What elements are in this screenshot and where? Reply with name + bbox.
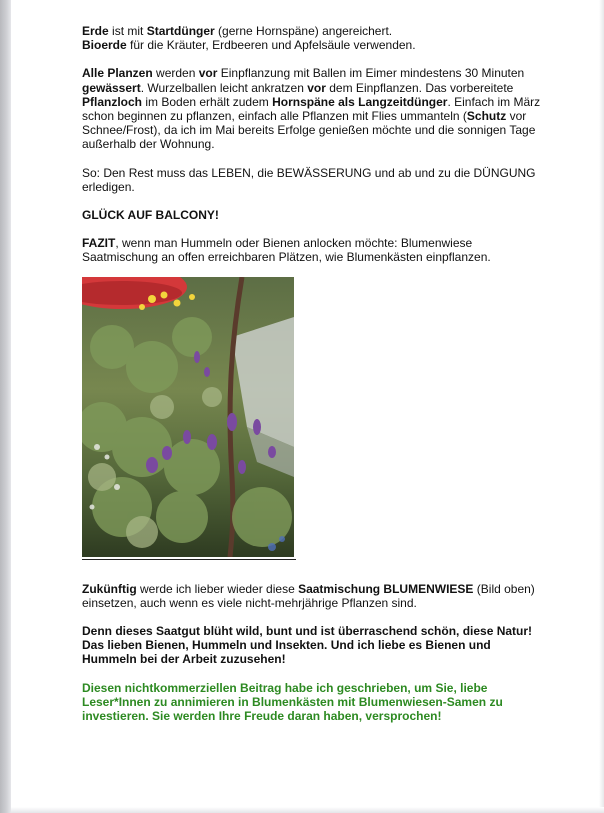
bold-text: Alle Planzen (82, 66, 153, 81)
bold-text: Pflanzloch (82, 94, 143, 109)
text-run: werde ich lieber wieder diese (136, 581, 299, 596)
bold-text: Startdünger (146, 24, 215, 38)
paragraph-saatgut (82, 624, 542, 667)
bold-text: GLÜCK AUF BALCONY! (82, 208, 219, 223)
paragraph-glueck-auf (82, 208, 542, 222)
window-bottom-edge (11, 807, 604, 813)
bold-text: Schutz (466, 109, 507, 124)
bold-text: gewässert (82, 80, 141, 95)
text-run: , wenn man Hummeln oder Bienen anlocken möchte: Blumenwiese Saatmischung an offen erreichbaren Plätzen, wie Blumenkästen einpflanzen. (82, 236, 491, 265)
paragraph-rest: So: Den Rest muss das LEBEN, die BEWÄSSERUNG und ab und zu die DÜNGUNG erledigen. (82, 165, 536, 194)
bold-text: Denn dieses Saatgut blüht wild, bunt und ist überraschend schön, diese Natur! Das lieben Bienen, Hummeln und Insekten. Und ich liebe es Bienen und Hummeln bei der Arbeit zuzusehen! (82, 624, 533, 667)
bold-text: vor (307, 80, 326, 95)
text-run: . Einfach im März schon beginnen zu pflanzen, einfach alle Pflanzen mit Flies ummanteln ( (82, 94, 541, 124)
bold-text: vor (198, 66, 218, 81)
photo-underline (82, 559, 296, 560)
text-run: . Wurzelballen leicht ankratzen (140, 80, 308, 95)
paragraph-zukuenftig (82, 582, 542, 610)
window-left-edge (0, 0, 11, 813)
window-right-edge (599, 0, 604, 813)
text-run: ist mit (108, 24, 147, 38)
bold-text: Erde (82, 24, 109, 38)
text-run: dem Einpflanzen. Das vorbereitete (325, 80, 514, 95)
paragraph-planting (82, 66, 542, 151)
bold-text: Zukünftig (82, 581, 137, 596)
paragraph-soil (82, 24, 542, 52)
bold-text: Bioerde (82, 38, 127, 53)
text-run: vor Schnee/Frost), da ich im Mai bereits Erfolge genießen möchte und die sonnigen Tage außerhalb der Wohnung. (82, 109, 536, 152)
text-run: im Boden erhält zudem (142, 94, 273, 109)
document-page (82, 24, 542, 737)
text-run: (gerne Hornspäne) angereichert. (214, 24, 393, 38)
bold-text: FAZIT (82, 236, 116, 251)
bold-text: Saatmischung BLUMENWIESE (298, 581, 474, 596)
text-run: Einpflanzung mit Ballen im Eimer mindestens 30 Minuten (217, 66, 525, 81)
text-run: für die Kräuter, Erdbeeren und Apfelsäule verwenden. (126, 38, 416, 53)
bold-text: Hornspäne als Langzeitdünger (272, 94, 448, 109)
flower-meadow-image (82, 277, 294, 557)
text-run: werden (152, 66, 199, 81)
paragraph-fazit (82, 236, 542, 264)
paragraph-disclaimer: Diesen nichtkommerziellen Beitrag habe ich geschrieben, um Sie, liebe Leser*Innen zu annimieren in Blumenkästen mit Blumenwiesen-Samen zu investieren. Sie werden Ihre Freude daran haben, versprochen! (82, 680, 503, 724)
text-run: (Bild oben) einsetzen, auch wenn es viele nicht-mehrjährige Pflanzen sind. (82, 581, 535, 610)
flower-meadow-photo (82, 277, 294, 557)
